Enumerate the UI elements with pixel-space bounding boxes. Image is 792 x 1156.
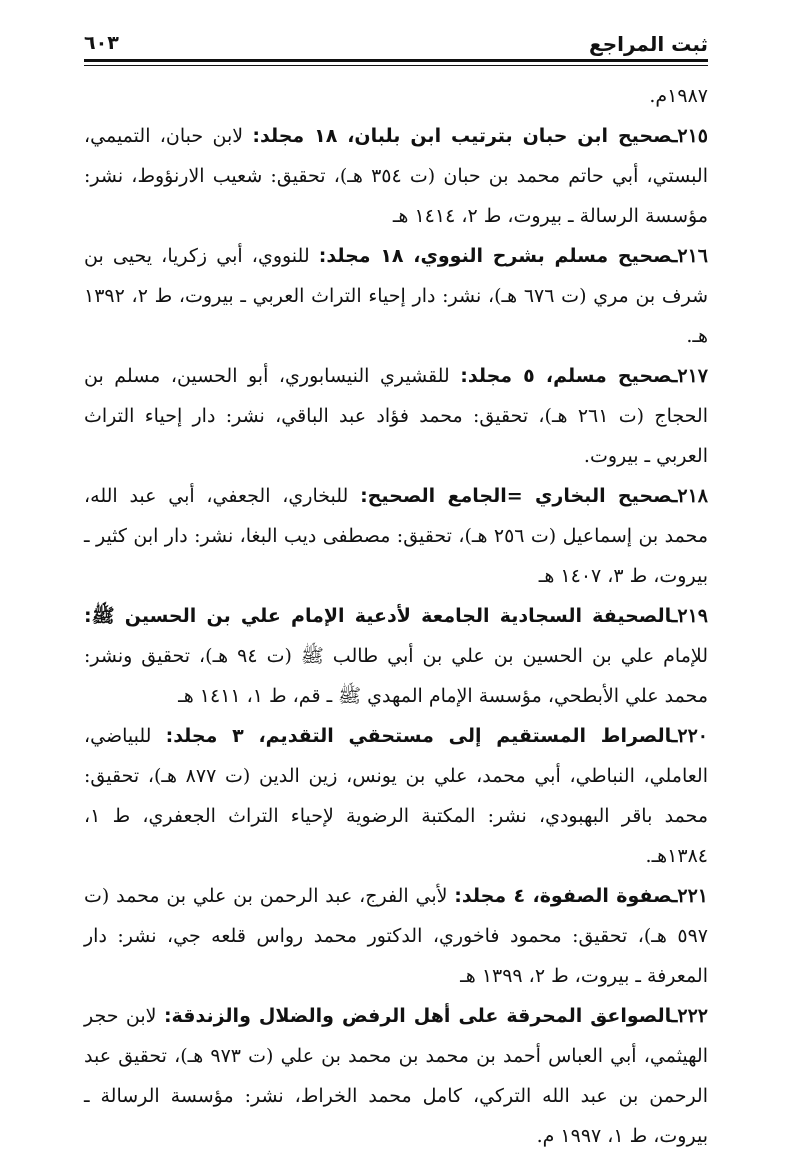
page-header (84, 30, 708, 60)
entry-title: صحيح مسلم، ٥ مجلد: (460, 365, 672, 387)
entry-title: صحيح مسلم بشرح النووي، ١٨ مجلد: (318, 245, 672, 267)
header-rule-thin (84, 65, 708, 66)
entry-number: ٢١٥ـ (671, 125, 709, 147)
page-number: ٦٠٣ (84, 32, 119, 54)
entry-title: صحيح ابن حبان بترتيب ابن بلبان، ١٨ مجلد: (252, 125, 672, 147)
carryover-line: ١٩٨٧م. (649, 85, 708, 107)
bibliography-entry (84, 236, 708, 356)
entry-details: لأبي الفرج، عبد الرحمن بن علي بن محمد (ت ٥٩٧ هـ)، تحقيق: محمود فاخوري، الدكتور محمد رواس قلعه جي، نشر: دار المعرفة ـ بيروت، ط ٢، ١٣٩٩ هـ (84, 885, 708, 987)
entry-number: ٢١٩ـ (671, 605, 708, 627)
entry-number: ٢٢١ـ (671, 885, 708, 907)
bibliography-entry (84, 716, 708, 876)
entry-details: للبخاري، الجعفي، أبي عبد الله، محمد بن إسماعيل (ت ٢٥٦ هـ)، تحقيق: مصطفى ديب البغا، نشر: دار ابن كثير ـ بيروت، ط ٣، ١٤٠٧ هـ (84, 485, 708, 587)
bibliography-entry (84, 116, 708, 236)
entry-details: للإمام علي بن الحسين بن علي بن أبي طالب ﷺ (ت ٩٤ هـ)، تحقيق ونشر: محمد علي الأبطحي، مؤسسة الإمام المهدي ﷺ ـ قم، ط ١، ١٤١١ هـ (84, 645, 709, 707)
entry-title: الصحيفة السجادية الجامعة لأدعية الإمام علي بن الحسين ﷺ: (84, 605, 672, 627)
header-rule-thick (84, 59, 708, 62)
bibliography-entry (84, 476, 708, 596)
entry-number: ٢١٦ـ (671, 245, 708, 267)
entry-title: صحيح البخاري =الجامع الصحيح: (360, 485, 672, 507)
entry-details: للنووي، أبي زكريا، يحيى بن شرف بن مري (ت ٦٧٦ هـ)، نشر: دار إحياء التراث العربي ـ بيروت، ط ٢، ١٣٩٢ هـ. (84, 245, 709, 347)
entry-title: الصواعق المحرقة على أهل الرفض والضلال والزندقة: (163, 1005, 672, 1027)
entry-number: ٢١٧ـ (671, 365, 708, 387)
bibliography-entry (84, 876, 708, 996)
bibliography-list (84, 76, 708, 1156)
entry-number: ٢٢٢ـ (671, 1005, 708, 1027)
entry-title: الصراط المستقيم إلى مستحقي التقديم، ٣ مجلد: (165, 725, 672, 747)
entry-details: لابن حجر الهيثمي، أبي العباس أحمد بن محمد بن محمد بن علي (ت ٩٧٣ هـ)، تحقيق عبد الرحمن بن عبد الله التركي، كامل محمد الخراط، نشر: مؤسسة الرسالة ـ بيروت، ط ١، ١٩٩٧ م. (84, 1005, 708, 1147)
bibliography-entry (84, 356, 708, 476)
running-title: ثبت المراجع (589, 32, 708, 56)
bibliography-entry (84, 596, 708, 716)
entry-details: للبياضي، العاملي، النباطي، أبي محمد، علي بن يونس، زين الدين (ت ٨٧٧ هـ)، تحقيق: محمد باقر البهبودي، نشر: المكتبة الرضوية لإحياء التراث الجعفري، ط ١، ١٣٨٤هـ. (84, 725, 709, 867)
bibliography-entry (84, 996, 708, 1156)
entry-number: ٢١٨ـ (671, 485, 708, 507)
entry-details: للقشيري النيسابوري، أبو الحسين، مسلم بن الحجاج (ت ٢٦١ هـ)، تحقيق: محمد فؤاد عبد الباقي، نشر: دار إحياء التراث العربي ـ بيروت. (84, 365, 708, 467)
entry-number: ٢٢٠ـ (671, 725, 708, 747)
entry-title: صفوة الصفوة، ٤ مجلد: (454, 885, 672, 907)
entry-details: لابن حبان، التميمي، البستي، أبي حاتم محمد بن حبان (ت ٣٥٤ هـ)، تحقيق: شعيب الارنؤوط، نشر: مؤسسة الرسالة ـ بيروت، ط ٢، ١٤١٤ هـ (84, 125, 708, 227)
